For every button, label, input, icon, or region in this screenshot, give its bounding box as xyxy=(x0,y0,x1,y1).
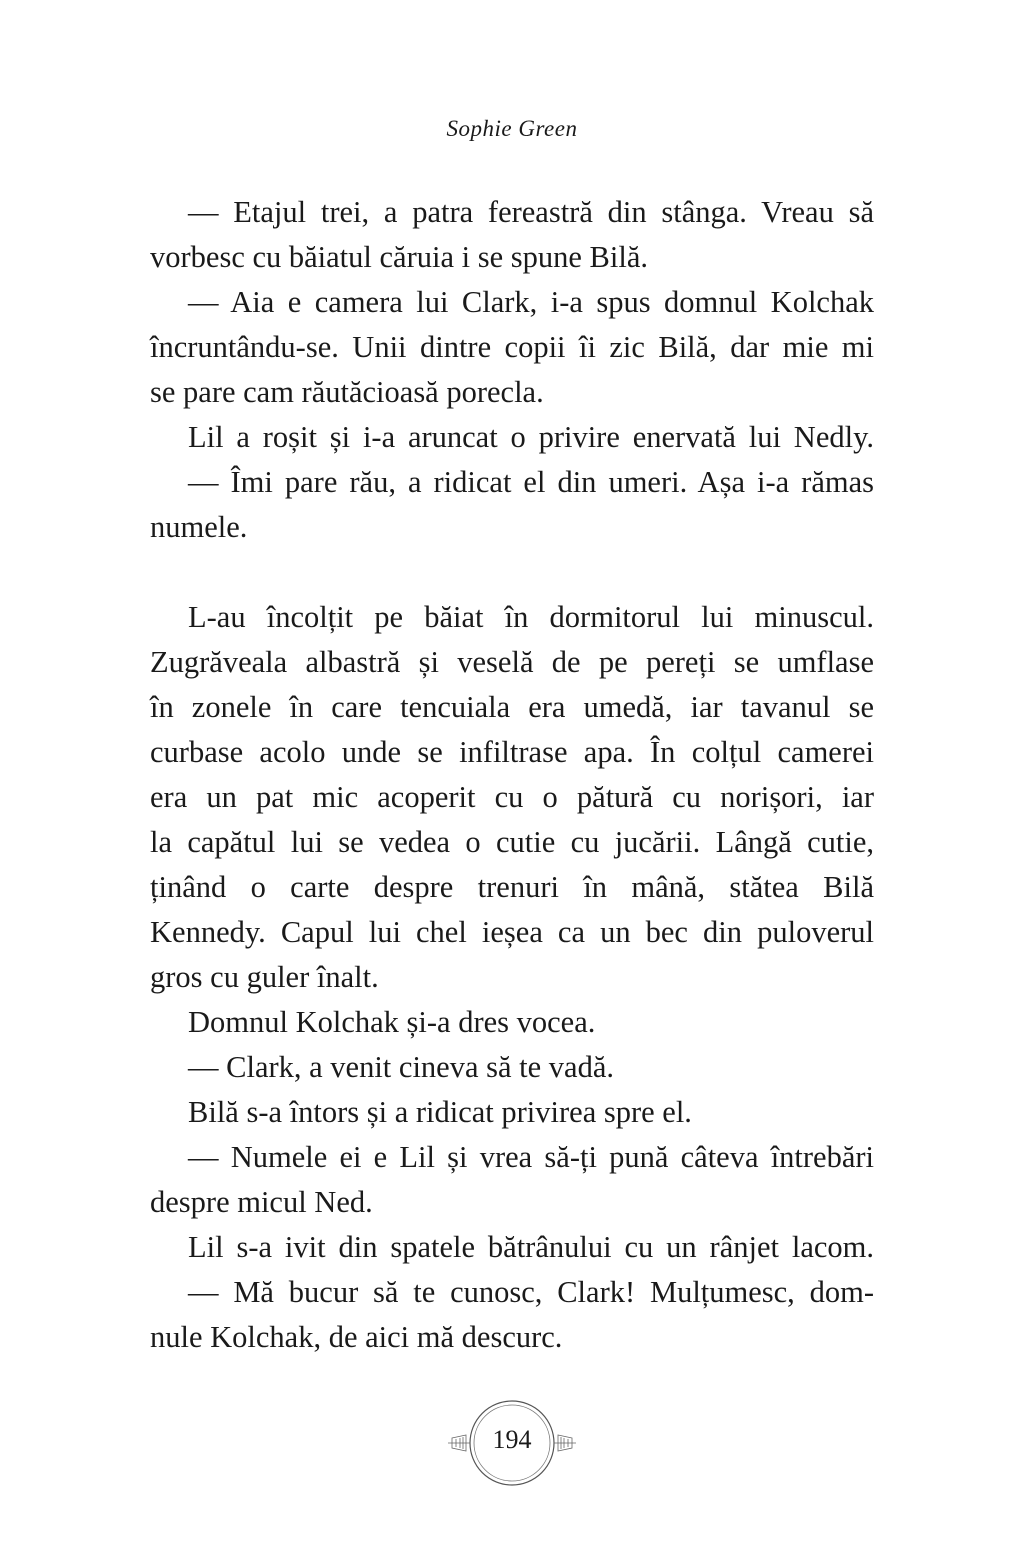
text-line: Zugrăveala albastră și veselă de pe pereți se umflase xyxy=(150,645,874,679)
text-line: — Clark, a venit cineva să te vadă. xyxy=(188,1050,614,1084)
text-line: — Îmi pare rău, a ridicat el din umeri. Așa i-a rămas xyxy=(188,465,874,499)
text-line: curbase acolo unde se infiltrase apa. În colțul camerei xyxy=(150,735,874,769)
text-line: gros cu guler înalt. xyxy=(150,960,379,994)
text-line: Lil s-a ivit din spatele bătrânului cu un rânjet lacom. xyxy=(188,1230,874,1264)
text-line: Lil a roșit și i-a aruncat o privire enervată lui Nedly. xyxy=(188,420,874,454)
text-line: — Aia e camera lui Clark, i-a spus domnul Kolchak xyxy=(188,285,874,319)
text-line: numele. xyxy=(150,510,248,544)
text-line: despre micul Ned. xyxy=(150,1185,373,1219)
text-line: se pare cam răutăcioasă porecla. xyxy=(150,375,544,409)
text-line: vorbesc cu băiatul căruia i se spune Bilă. xyxy=(150,240,648,274)
text-line: — Mă bucur să te cunosc, Clark! Mulțumesc, dom- xyxy=(188,1275,874,1309)
text-line: Bilă s-a întors și a ridicat privirea spre el. xyxy=(188,1095,692,1129)
running-head-author: Sophie Green xyxy=(446,116,578,141)
text-line: încruntându-se. Unii dintre copii îi zic Bilă, dar mie mi xyxy=(150,330,874,364)
text-line: ținând o carte despre trenuri în mână, stătea Bilă xyxy=(150,870,874,904)
text-line: L-au încolțit pe băiat în dormitorul lui minuscul. xyxy=(188,600,874,634)
text-line: Domnul Kolchak și-a dres vocea. xyxy=(188,1005,596,1039)
page-number: 194 xyxy=(492,1425,532,1454)
section-break xyxy=(150,550,874,595)
text-line: în zonele în care tencuiala era umedă, iar tavanul se xyxy=(150,690,874,724)
text-line: nule Kolchak, de aici mă descurc. xyxy=(150,1320,563,1354)
page-number-ornament xyxy=(444,1398,580,1488)
text-line: Kennedy. Capul lui chel ieșea ca un bec din puloverul xyxy=(150,915,874,949)
text-line: era un pat mic acoperit cu o pătură cu norișori, iar xyxy=(150,780,874,814)
text-line: la capătul lui se vedea o cutie cu jucării. Lângă cutie, xyxy=(150,825,874,859)
body-text xyxy=(150,190,874,1360)
text-line: — Etajul trei, a patra fereastră din stânga. Vreau să xyxy=(188,195,874,229)
text-line: — Numele ei e Lil și vrea să-ți pună câteva întrebări xyxy=(188,1140,874,1174)
